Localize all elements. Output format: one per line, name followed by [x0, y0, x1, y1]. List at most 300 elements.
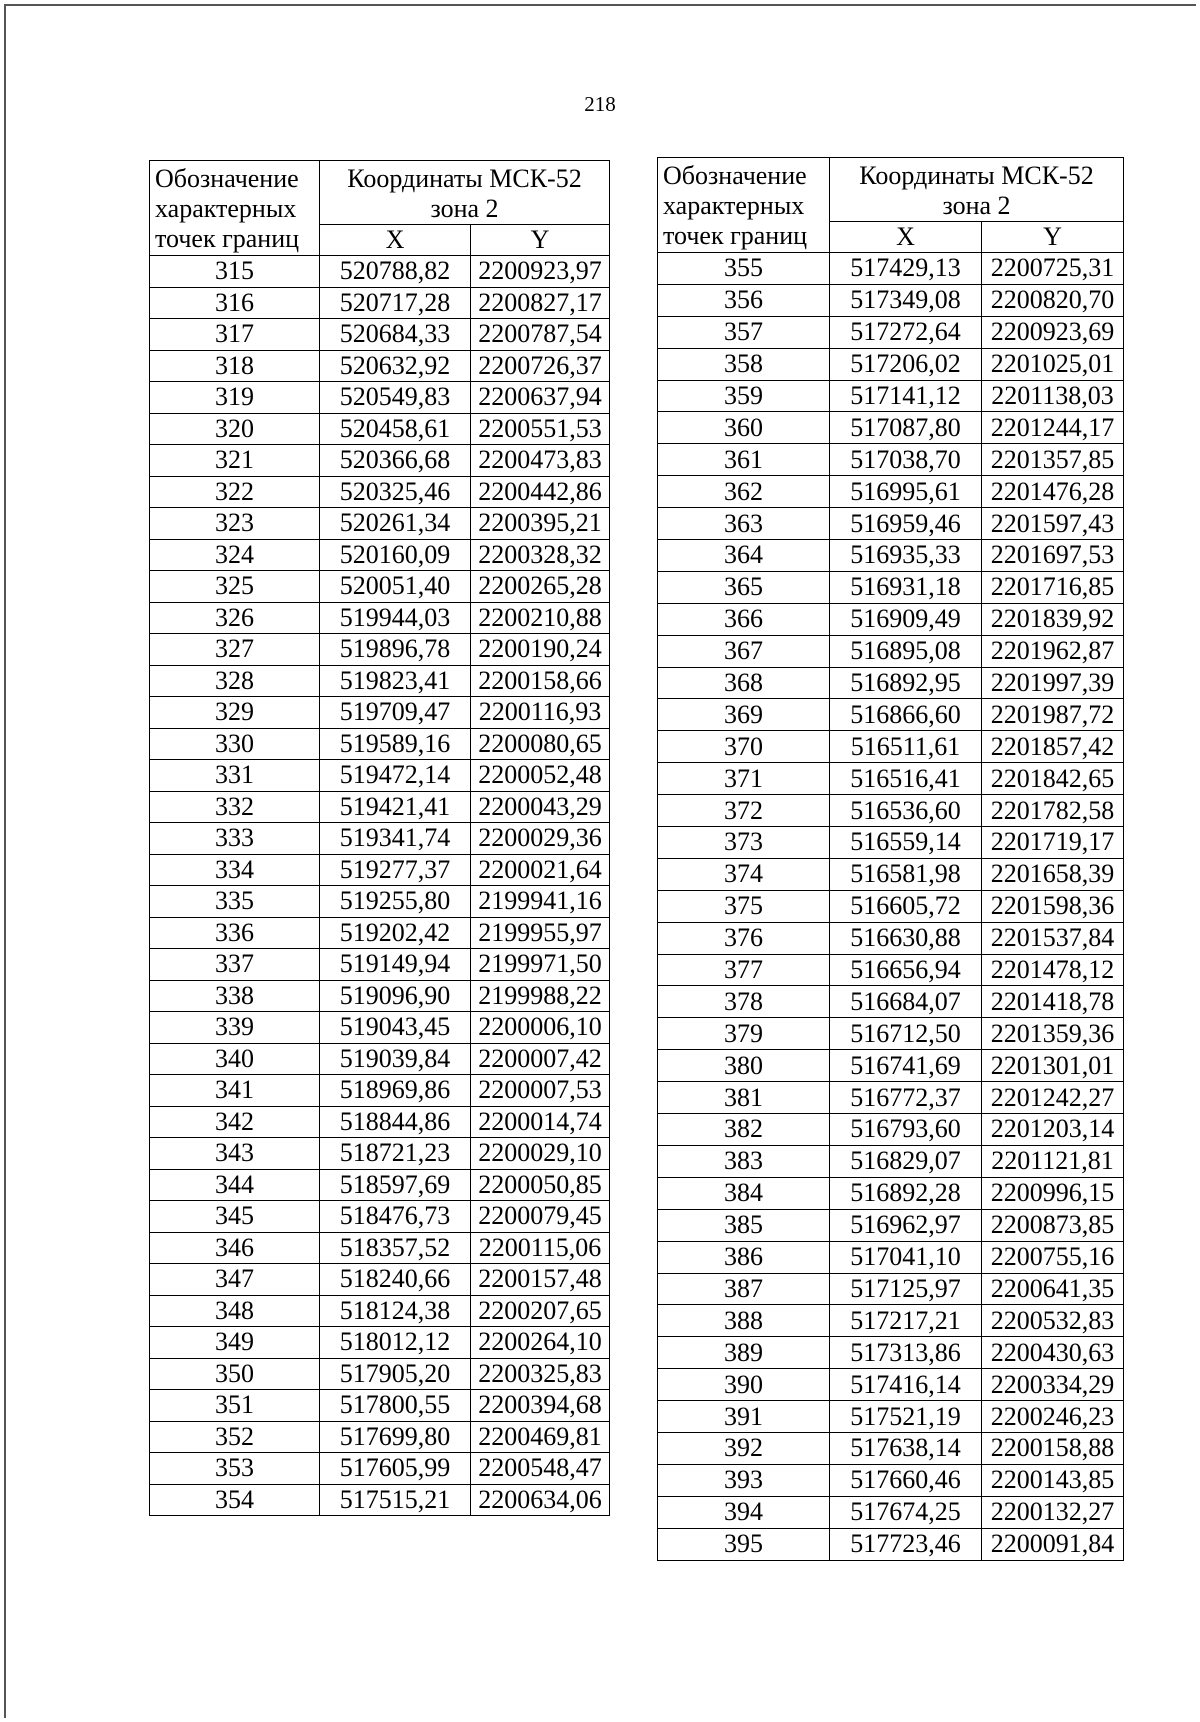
- y-coordinate-cell: 2201658,39: [982, 858, 1124, 890]
- point-number-cell: 331: [150, 760, 320, 792]
- y-coordinate-cell: 2200157,48: [471, 1264, 610, 1296]
- point-number-cell: 393: [658, 1464, 830, 1496]
- x-coordinate-cell: 516712,50: [830, 1018, 982, 1050]
- x-coordinate-cell: 518476,73: [320, 1201, 471, 1233]
- x-coordinate-cell: 516511,61: [830, 731, 982, 763]
- x-coordinate-cell: 517272,64: [830, 316, 982, 348]
- x-coordinate-cell: 518721,23: [320, 1138, 471, 1170]
- point-number-cell: 385: [658, 1209, 830, 1241]
- x-coordinate-cell: 516931,18: [830, 571, 982, 603]
- point-number-cell: 365: [658, 571, 830, 603]
- y-coordinate-cell: 2200132,27: [982, 1496, 1124, 1528]
- point-number-cell: 321: [150, 445, 320, 477]
- table-row: [150, 665, 610, 697]
- table-row: [150, 1106, 610, 1138]
- y-column-header: Y: [471, 225, 610, 256]
- x-coordinate-cell: 516630,88: [830, 922, 982, 954]
- y-coordinate-cell: 2200334,29: [982, 1369, 1124, 1401]
- point-number-cell: 371: [658, 763, 830, 795]
- table-row: [658, 922, 1124, 954]
- point-number-cell: 340: [150, 1043, 320, 1075]
- table-row: [150, 1484, 610, 1516]
- table-row: [658, 1401, 1124, 1433]
- point-number-cell: 356: [658, 284, 830, 316]
- x-coordinate-cell: 519096,90: [320, 980, 471, 1012]
- x-coordinate-cell: 520788,82: [320, 256, 471, 288]
- point-number-cell: 339: [150, 1012, 320, 1044]
- table-row: [658, 890, 1124, 922]
- x-coordinate-cell: 517038,70: [830, 444, 982, 476]
- y-coordinate-cell: 2201537,84: [982, 922, 1124, 954]
- point-number-cell: 355: [658, 253, 830, 285]
- y-coordinate-cell: 2201857,42: [982, 731, 1124, 763]
- x-coordinate-cell: 519277,37: [320, 854, 471, 886]
- table-row: [658, 412, 1124, 444]
- point-number-cell: 344: [150, 1169, 320, 1201]
- table-row: [150, 508, 610, 540]
- point-number-cell: 341: [150, 1075, 320, 1107]
- point-number-cell: 381: [658, 1082, 830, 1114]
- point-number-cell: 373: [658, 827, 830, 859]
- y-coordinate-cell: 2200442,86: [471, 476, 610, 508]
- x-coordinate-cell: 519043,45: [320, 1012, 471, 1044]
- point-number-cell: 357: [658, 316, 830, 348]
- x-coordinate-cell: 519896,78: [320, 634, 471, 666]
- table-row: [658, 1496, 1124, 1528]
- x-coordinate-cell: 518357,52: [320, 1232, 471, 1264]
- point-number-cell: 323: [150, 508, 320, 540]
- point-number-cell: 338: [150, 980, 320, 1012]
- page-number: 218: [584, 92, 616, 116]
- table-row: [658, 1241, 1124, 1273]
- x-column-header: X: [830, 222, 982, 253]
- point-number-cell: 346: [150, 1232, 320, 1264]
- y-coordinate-cell: 2200641,35: [982, 1273, 1124, 1305]
- point-number-cell: 337: [150, 949, 320, 981]
- table-row: [658, 603, 1124, 635]
- y-coordinate-cell: 2200143,85: [982, 1464, 1124, 1496]
- table-row: [658, 1145, 1124, 1177]
- x-coordinate-cell: 519255,80: [320, 886, 471, 918]
- point-number-cell: 375: [658, 890, 830, 922]
- table-row: [658, 284, 1124, 316]
- y-coordinate-cell: 2199971,50: [471, 949, 610, 981]
- x-coordinate-cell: 518844,86: [320, 1106, 471, 1138]
- x-coordinate-cell: 517041,10: [830, 1241, 982, 1273]
- y-coordinate-cell: 2199988,22: [471, 980, 610, 1012]
- x-coordinate-cell: 518597,69: [320, 1169, 471, 1201]
- x-coordinate-cell: 516962,97: [830, 1209, 982, 1241]
- y-column-header: Y: [982, 222, 1124, 253]
- y-coordinate-cell: 2200029,36: [471, 823, 610, 855]
- table-row: [658, 476, 1124, 508]
- x-coordinate-cell: 520458,61: [320, 413, 471, 445]
- table-row: [658, 380, 1124, 412]
- y-coordinate-cell: 2201478,12: [982, 954, 1124, 986]
- table-row: [658, 1464, 1124, 1496]
- x-coordinate-cell: 519421,41: [320, 791, 471, 823]
- point-number-cell: 333: [150, 823, 320, 855]
- table-row: [150, 319, 610, 351]
- x-coordinate-cell: 520684,33: [320, 319, 471, 351]
- point-number-cell: 389: [658, 1337, 830, 1369]
- x-coordinate-cell: 516581,98: [830, 858, 982, 890]
- y-coordinate-cell: 2201719,17: [982, 827, 1124, 859]
- point-number-cell: 394: [658, 1496, 830, 1528]
- table-row: [658, 1337, 1124, 1369]
- x-coordinate-cell: 518969,86: [320, 1075, 471, 1107]
- y-coordinate-cell: 2200246,23: [982, 1401, 1124, 1433]
- table-row: [150, 413, 610, 445]
- table-row: [658, 858, 1124, 890]
- table-row: [150, 256, 610, 288]
- table-row: [150, 1075, 610, 1107]
- coord-system-title: Координаты МСК-52: [859, 161, 1094, 190]
- y-coordinate-cell: 2200190,24: [471, 634, 610, 666]
- point-number-cell: 377: [658, 954, 830, 986]
- table-row: [658, 1209, 1124, 1241]
- y-coordinate-cell: 2201839,92: [982, 603, 1124, 635]
- point-number-cell: 326: [150, 602, 320, 634]
- x-coordinate-cell: 519341,74: [320, 823, 471, 855]
- y-coordinate-cell: 2201359,36: [982, 1018, 1124, 1050]
- point-number-cell: 364: [658, 540, 830, 572]
- table-row: [150, 1232, 610, 1264]
- point-number-cell: 334: [150, 854, 320, 886]
- y-coordinate-cell: 2200043,29: [471, 791, 610, 823]
- point-number-cell: 376: [658, 922, 830, 954]
- point-number-cell: 368: [658, 667, 830, 699]
- table-row: [150, 571, 610, 603]
- y-coordinate-cell: 2199955,97: [471, 917, 610, 949]
- x-coordinate-cell: 517217,21: [830, 1305, 982, 1337]
- point-number-cell: 395: [658, 1528, 830, 1560]
- y-coordinate-cell: 2200430,63: [982, 1337, 1124, 1369]
- y-coordinate-cell: 2200080,65: [471, 728, 610, 760]
- point-number-cell: 315: [150, 256, 320, 288]
- table-row: [658, 348, 1124, 380]
- point-number-cell: 387: [658, 1273, 830, 1305]
- table-row: [150, 602, 610, 634]
- x-coordinate-cell: 517416,14: [830, 1369, 982, 1401]
- table-row: [658, 1082, 1124, 1114]
- x-coordinate-cell: 519589,16: [320, 728, 471, 760]
- y-coordinate-cell: 2201598,36: [982, 890, 1124, 922]
- x-coordinate-cell: 516656,94: [830, 954, 982, 986]
- x-coordinate-cell: 516909,49: [830, 603, 982, 635]
- table-row: [150, 287, 610, 319]
- point-number-cell: 386: [658, 1241, 830, 1273]
- x-coordinate-cell: 516684,07: [830, 986, 982, 1018]
- y-coordinate-cell: 2201121,81: [982, 1145, 1124, 1177]
- x-coordinate-cell: 517313,86: [830, 1337, 982, 1369]
- x-coordinate-cell: 517141,12: [830, 380, 982, 412]
- x-coordinate-cell: 520366,68: [320, 445, 471, 477]
- x-coordinate-cell: 520632,92: [320, 350, 471, 382]
- point-number-cell: 372: [658, 795, 830, 827]
- table-row: [150, 1390, 610, 1422]
- x-coordinate-cell: 516605,72: [830, 890, 982, 922]
- point-number-cell: 353: [150, 1453, 320, 1485]
- y-coordinate-cell: 2200551,53: [471, 413, 610, 445]
- y-coordinate-cell: 2200021,64: [471, 854, 610, 886]
- table-row: [658, 508, 1124, 540]
- x-coordinate-cell: 518012,12: [320, 1327, 471, 1359]
- x-coordinate-cell: 516741,69: [830, 1050, 982, 1082]
- y-coordinate-cell: 2201597,43: [982, 508, 1124, 540]
- table-row: [658, 986, 1124, 1018]
- point-number-cell: 347: [150, 1264, 320, 1296]
- x-coordinate-cell: 516536,60: [830, 795, 982, 827]
- coord-system-header: [830, 158, 1124, 222]
- table-row: [150, 791, 610, 823]
- point-number-cell: 363: [658, 508, 830, 540]
- point-name-header-line: характерных: [663, 191, 805, 220]
- y-coordinate-cell: 2200469,81: [471, 1421, 610, 1453]
- table-row: [150, 634, 610, 666]
- point-number-cell: 319: [150, 382, 320, 414]
- point-number-cell: 342: [150, 1106, 320, 1138]
- table-row: [658, 1432, 1124, 1464]
- x-coordinate-cell: 516935,33: [830, 540, 982, 572]
- x-coordinate-cell: 517087,80: [830, 412, 982, 444]
- table-row: [658, 954, 1124, 986]
- point-number-cell: 349: [150, 1327, 320, 1359]
- y-coordinate-cell: 2200637,94: [471, 382, 610, 414]
- x-coordinate-cell: 517521,19: [830, 1401, 982, 1433]
- x-coordinate-cell: 517515,21: [320, 1484, 471, 1516]
- y-coordinate-cell: 2200923,69: [982, 316, 1124, 348]
- table-row: [150, 760, 610, 792]
- point-number-cell: 343: [150, 1138, 320, 1170]
- x-coordinate-cell: 517206,02: [830, 348, 982, 380]
- point-number-cell: 318: [150, 350, 320, 382]
- table-row: [150, 1012, 610, 1044]
- y-coordinate-cell: 2200116,93: [471, 697, 610, 729]
- y-coordinate-cell: 2201997,39: [982, 667, 1124, 699]
- y-coordinate-cell: 2201962,87: [982, 635, 1124, 667]
- y-coordinate-cell: 2200158,66: [471, 665, 610, 697]
- y-coordinate-cell: 2200265,28: [471, 571, 610, 603]
- point-number-cell: 390: [658, 1369, 830, 1401]
- point-number-cell: 382: [658, 1114, 830, 1146]
- table-row: [658, 667, 1124, 699]
- table-row: [658, 827, 1124, 859]
- table-row: [150, 1327, 610, 1359]
- x-coordinate-cell: 516559,14: [830, 827, 982, 859]
- y-coordinate-cell: 2200923,97: [471, 256, 610, 288]
- point-number-cell: 322: [150, 476, 320, 508]
- point-number-cell: 316: [150, 287, 320, 319]
- y-coordinate-cell: 2200079,45: [471, 1201, 610, 1233]
- point-number-cell: 354: [150, 1484, 320, 1516]
- y-coordinate-cell: 2200873,85: [982, 1209, 1124, 1241]
- x-coordinate-cell: 516829,07: [830, 1145, 982, 1177]
- y-coordinate-cell: 2200029,10: [471, 1138, 610, 1170]
- point-name-header: [658, 158, 830, 253]
- y-coordinate-cell: 2201418,78: [982, 986, 1124, 1018]
- y-coordinate-cell: 2201203,14: [982, 1114, 1124, 1146]
- x-coordinate-cell: 517905,20: [320, 1358, 471, 1390]
- x-coordinate-cell: 516793,60: [830, 1114, 982, 1146]
- x-coordinate-cell: 519472,14: [320, 760, 471, 792]
- point-number-cell: 388: [658, 1305, 830, 1337]
- x-coordinate-cell: 518124,38: [320, 1295, 471, 1327]
- y-coordinate-cell: 2201242,27: [982, 1082, 1124, 1114]
- y-coordinate-cell: 2200548,47: [471, 1453, 610, 1485]
- point-number-cell: 327: [150, 634, 320, 666]
- point-name-header-line: характерных: [155, 194, 297, 223]
- x-coordinate-cell: 516866,60: [830, 699, 982, 731]
- table-row: [658, 1114, 1124, 1146]
- table-row: [658, 1305, 1124, 1337]
- point-number-cell: 379: [658, 1018, 830, 1050]
- coordinates-table-left: [149, 160, 610, 1516]
- point-number-cell: 366: [658, 603, 830, 635]
- table-row: [150, 1358, 610, 1390]
- point-number-cell: 367: [658, 635, 830, 667]
- x-coordinate-cell: 519202,42: [320, 917, 471, 949]
- y-coordinate-cell: 2200827,17: [471, 287, 610, 319]
- y-coordinate-cell: 2201716,85: [982, 571, 1124, 603]
- coord-system-header: [320, 161, 610, 225]
- x-coordinate-cell: 517674,25: [830, 1496, 982, 1528]
- y-coordinate-cell: 2200207,65: [471, 1295, 610, 1327]
- table-row: [150, 823, 610, 855]
- x-coordinate-cell: 516959,46: [830, 508, 982, 540]
- point-number-cell: 383: [658, 1145, 830, 1177]
- x-coordinate-cell: 517723,46: [830, 1528, 982, 1560]
- x-coordinate-cell: 516772,37: [830, 1082, 982, 1114]
- y-coordinate-cell: 2200820,70: [982, 284, 1124, 316]
- y-coordinate-cell: 2200634,06: [471, 1484, 610, 1516]
- table-row: [150, 854, 610, 886]
- point-number-cell: 384: [658, 1177, 830, 1209]
- table-row: [658, 1050, 1124, 1082]
- x-coordinate-cell: 519149,94: [320, 949, 471, 981]
- point-number-cell: 370: [658, 731, 830, 763]
- x-coordinate-cell: 517605,99: [320, 1453, 471, 1485]
- x-coordinate-cell: 517349,08: [830, 284, 982, 316]
- point-number-cell: 391: [658, 1401, 830, 1433]
- table-row: [658, 1018, 1124, 1050]
- coord-system-zone: зона 2: [942, 191, 1011, 220]
- table-row: [150, 1138, 610, 1170]
- x-coordinate-cell: 519039,84: [320, 1043, 471, 1075]
- y-coordinate-cell: 2201301,01: [982, 1050, 1124, 1082]
- y-coordinate-cell: 2201025,01: [982, 348, 1124, 380]
- table-row: [150, 980, 610, 1012]
- point-number-cell: 329: [150, 697, 320, 729]
- point-number-cell: 362: [658, 476, 830, 508]
- point-number-cell: 359: [658, 380, 830, 412]
- point-number-cell: 392: [658, 1432, 830, 1464]
- x-coordinate-cell: 520160,09: [320, 539, 471, 571]
- point-name-header-line: Обозначение: [155, 164, 299, 193]
- y-coordinate-cell: 2200532,83: [982, 1305, 1124, 1337]
- y-coordinate-cell: 2200755,16: [982, 1241, 1124, 1273]
- x-coordinate-cell: 520325,46: [320, 476, 471, 508]
- table-row: [150, 445, 610, 477]
- y-coordinate-cell: 2201987,72: [982, 699, 1124, 731]
- y-coordinate-cell: 2200091,84: [982, 1528, 1124, 1560]
- y-coordinate-cell: 2200264,10: [471, 1327, 610, 1359]
- y-coordinate-cell: 2199941,16: [471, 886, 610, 918]
- table-row: [658, 1177, 1124, 1209]
- point-number-cell: 360: [658, 412, 830, 444]
- y-coordinate-cell: 2200996,15: [982, 1177, 1124, 1209]
- y-coordinate-cell: 2200014,74: [471, 1106, 610, 1138]
- table-row: [150, 539, 610, 571]
- y-coordinate-cell: 2200325,83: [471, 1358, 610, 1390]
- x-coordinate-cell: 520549,83: [320, 382, 471, 414]
- point-number-cell: 320: [150, 413, 320, 445]
- y-coordinate-cell: 2200007,42: [471, 1043, 610, 1075]
- point-number-cell: 328: [150, 665, 320, 697]
- point-number-cell: 336: [150, 917, 320, 949]
- y-coordinate-cell: 2200725,31: [982, 253, 1124, 285]
- x-coordinate-cell: 517800,55: [320, 1390, 471, 1422]
- point-number-cell: 358: [658, 348, 830, 380]
- table-row: [150, 886, 610, 918]
- point-number-cell: 378: [658, 986, 830, 1018]
- x-coordinate-cell: 516995,61: [830, 476, 982, 508]
- table-row: [658, 1273, 1124, 1305]
- y-coordinate-cell: 2200115,06: [471, 1232, 610, 1264]
- y-coordinate-cell: 2200787,54: [471, 319, 610, 351]
- coord-system-zone: зона 2: [430, 194, 499, 223]
- coord-system-title: Координаты МСК-52: [347, 164, 582, 193]
- table-row: [658, 1528, 1124, 1560]
- y-coordinate-cell: 2200394,68: [471, 1390, 610, 1422]
- y-coordinate-cell: 2201138,03: [982, 380, 1124, 412]
- point-number-cell: 361: [658, 444, 830, 476]
- table-row: [658, 253, 1124, 285]
- y-coordinate-cell: 2201782,58: [982, 795, 1124, 827]
- point-number-cell: 317: [150, 319, 320, 351]
- table-row: [150, 350, 610, 382]
- x-coordinate-cell: 520051,40: [320, 571, 471, 603]
- table-row: [658, 731, 1124, 763]
- x-coordinate-cell: 519709,47: [320, 697, 471, 729]
- table-row: [150, 949, 610, 981]
- y-coordinate-cell: 2200050,85: [471, 1169, 610, 1201]
- y-coordinate-cell: 2200395,21: [471, 508, 610, 540]
- y-coordinate-cell: 2200726,37: [471, 350, 610, 382]
- x-coordinate-cell: 517125,97: [830, 1273, 982, 1305]
- point-number-cell: 374: [658, 858, 830, 890]
- table-row: [150, 697, 610, 729]
- point-name-header-line: точек границ: [155, 224, 300, 253]
- table-row: [150, 476, 610, 508]
- point-number-cell: 350: [150, 1358, 320, 1390]
- x-coordinate-cell: 519944,03: [320, 602, 471, 634]
- y-coordinate-cell: 2201697,53: [982, 540, 1124, 572]
- x-coordinate-cell: 516892,28: [830, 1177, 982, 1209]
- point-number-cell: 330: [150, 728, 320, 760]
- x-coordinate-cell: 517429,13: [830, 253, 982, 285]
- table-row: [658, 540, 1124, 572]
- point-number-cell: 332: [150, 791, 320, 823]
- y-coordinate-cell: 2201842,65: [982, 763, 1124, 795]
- point-number-cell: 324: [150, 539, 320, 571]
- table-row: [658, 795, 1124, 827]
- y-coordinate-cell: 2201244,17: [982, 412, 1124, 444]
- y-coordinate-cell: 2200006,10: [471, 1012, 610, 1044]
- x-coordinate-cell: 516892,95: [830, 667, 982, 699]
- table-row: [658, 571, 1124, 603]
- table-row: [658, 444, 1124, 476]
